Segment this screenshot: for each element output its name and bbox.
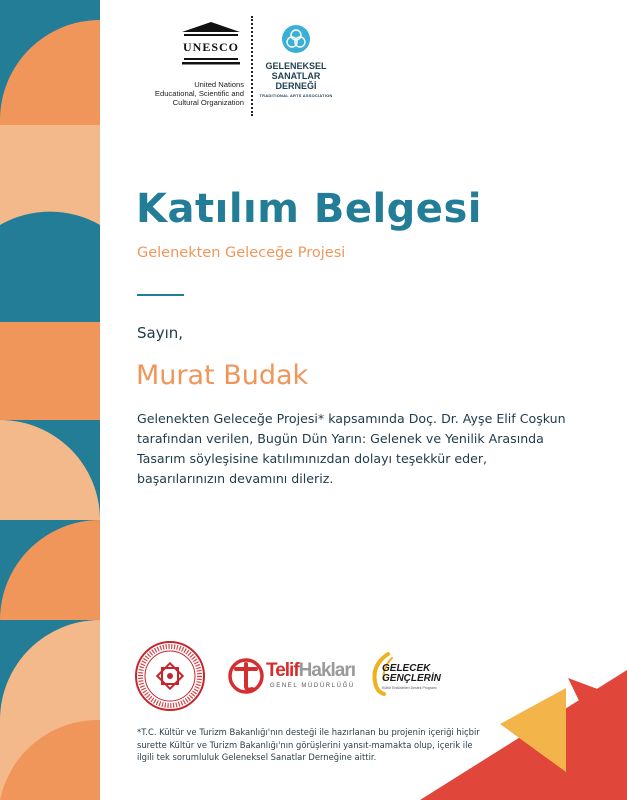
- strip-pattern: [0, 0, 100, 800]
- footnote: *T.C. Kültür ve Turizm Bakanlığı'nın desteği ile hazırlanan bu projenin içeriği hiçbir surette Kültür ve Turizm Bakanlığı'nın görüşlerini yansıt-mamakta olup, içerik ile ilgili tek sorumluluk Geleneksel Sanatlar Derneğine aittir.: [137, 727, 480, 762]
- certificate-title: Katılım Belgesi: [136, 186, 482, 232]
- telif-wordmark: [266, 660, 355, 682]
- association-logo: [256, 24, 336, 110]
- telif-t-icon: [226, 656, 266, 696]
- unesco-logo: [150, 22, 248, 112]
- gelecek-subtitle: Kültür Endüstrileri Destek Programı: [382, 686, 437, 690]
- certificate-body: Gelenekten Geleceğe Projesi* kapsamında Doç. Dr. Ayşe Elif Coşkun tarafından verilen, Bugün Dün Yarın: Gelenek ve Yenilik Arasında Tasarım söyleşisine katılımınızdan dolayı teşekkür eder, başarılarınızın devamını dileriz.: [137, 411, 566, 486]
- telif-word-part2: Hakları: [298, 660, 356, 681]
- gelecek-line1: GELECEK: [382, 663, 431, 674]
- telif-word-part1: Telif: [266, 660, 299, 681]
- association-name-en: TRADITIONAL ARTS ASSOCIATION: [259, 93, 333, 98]
- salutation: Sayın,: [137, 324, 184, 342]
- unesco-org-name: United Nations Educational, Scientific and Cultural Organization: [154, 80, 244, 107]
- ministry-seal-icon: [134, 640, 206, 712]
- corner-decoration: [400, 640, 627, 800]
- decorative-strip: [0, 0, 100, 800]
- certificate-subtitle: Gelenekten Geleceğe Projesi: [137, 245, 346, 261]
- gelecek-line2: GENÇLERİN: [382, 673, 441, 684]
- geleneksel-sanatlar-emblem-icon: [281, 24, 311, 54]
- recipient-name: Murat Budak: [136, 360, 309, 391]
- telif-subtitle: GENEL MÜDÜRLÜĞÜ: [270, 683, 355, 689]
- title-underline: [137, 294, 184, 296]
- association-name: GELENEKSEL SANATLAR DERNEĞİ: [265, 61, 327, 91]
- unesco-temple-icon: [182, 22, 240, 66]
- logo-divider: [251, 16, 255, 116]
- unesco-wordmark: UNESCO: [182, 40, 240, 54]
- telif-haklari-logo: [226, 656, 358, 698]
